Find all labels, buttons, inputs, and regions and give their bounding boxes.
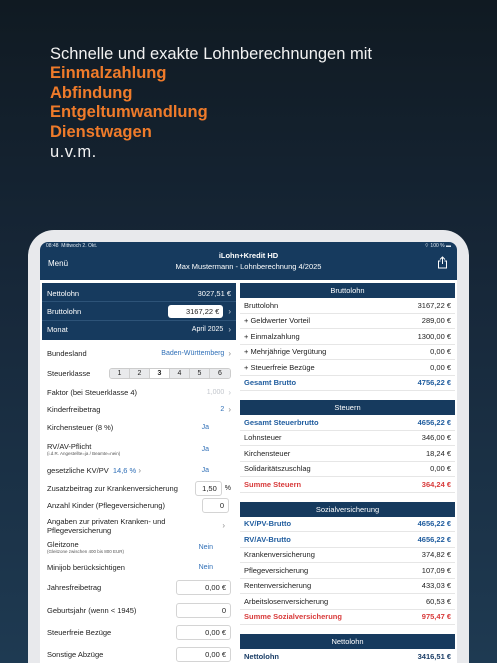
- faktor-row: [42, 383, 236, 401]
- bruttolohn-card: [240, 283, 455, 391]
- faktor-value: 1,000: [206, 388, 225, 396]
- status-bar: [40, 242, 457, 249]
- gesamt-brutto-row: [240, 376, 455, 392]
- row-label: Rentenversicherung: [244, 581, 312, 591]
- row-value: 0,00 €: [430, 362, 451, 372]
- app-title: iLohn+Kredit HD: [218, 251, 279, 260]
- kinderfreibetrag-label: Kinderfreibetrag: [47, 404, 101, 414]
- sozial-result-row: [240, 548, 455, 564]
- row-value: 346,00 €: [421, 433, 451, 443]
- kinderfreibetrag-value: 2: [220, 405, 225, 413]
- sonstige-abzuege-row: [42, 643, 236, 663]
- rvav-brutto-row: [240, 532, 455, 548]
- summe-steuern-row: [240, 477, 455, 493]
- row-value: 374,82 €: [421, 550, 451, 560]
- faktor-label: Faktor (bei Steuerklasse 4): [47, 387, 138, 397]
- row-value: 4656,22 €: [417, 534, 451, 544]
- netto-row: [42, 285, 236, 302]
- steuerfreie-bezuege-label: Steuerfreie Bezüge: [47, 627, 112, 637]
- row-label: Krankenversicherung: [244, 550, 315, 560]
- row-value: 0,00 €: [430, 464, 451, 474]
- row-value: 4656,22 €: [417, 519, 451, 529]
- steuerklasse-option-4[interactable]: 4: [170, 369, 190, 378]
- brutto-result-row: [240, 345, 455, 361]
- row-label: Lohnsteuer: [244, 433, 282, 443]
- sonstige-abzuege-input[interactable]: 0,00 €: [176, 647, 231, 662]
- monat-label: Monat: [47, 325, 68, 334]
- monat-row[interactable]: [42, 321, 236, 338]
- kvpv-label: gesetzliche KV/PV: [47, 466, 109, 475]
- jahresfreibetrag-input[interactable]: 0,00 €: [176, 580, 231, 595]
- tablet-frame: [28, 230, 469, 663]
- rvav-value: Ja: [201, 446, 209, 453]
- kvpv-value: Ja: [201, 467, 209, 474]
- row-label: Gesamt Brutto: [244, 378, 297, 388]
- battery-level: 100 %: [430, 243, 445, 249]
- row-value: 18,24 €: [425, 448, 451, 458]
- row-value: 3416,51 €: [417, 651, 451, 661]
- steuerklasse-option-2[interactable]: 2: [130, 369, 150, 378]
- share-icon[interactable]: [437, 256, 448, 269]
- geburtsjahr-label: Geburtsjahr (wenn < 1945): [47, 605, 137, 615]
- kinder-label: Anzahl Kinder (Pflegeversicherung): [47, 501, 165, 510]
- calculation-subtitle: Max Mustermann - Lohnberechnung 4/2025: [175, 262, 322, 271]
- jahresfreibetrag-label: Jahresfreibetrag: [47, 583, 102, 592]
- steuerklasse-label: Steuerklasse: [47, 369, 91, 378]
- zusatzbeitrag-row: [42, 480, 236, 496]
- kirchensteuer-label: Kirchensteuer (8 %): [47, 423, 114, 432]
- row-value: 1300,00 €: [417, 331, 451, 341]
- steuerbrutto-row: [240, 415, 455, 431]
- steuerklasse-option-3[interactable]: 3: [150, 369, 170, 378]
- row-value: 4756,22 €: [417, 378, 451, 388]
- monat-value: April 2025: [191, 326, 224, 333]
- steuer-result-row: [240, 446, 455, 462]
- row-label: Summe Steuern: [244, 479, 302, 489]
- jahresfreibetrag-row: [42, 576, 236, 599]
- hero-uvm: u.v.m.: [50, 143, 97, 161]
- brutto-label: Bruttolohn: [47, 306, 82, 316]
- brutto-result-row: [240, 360, 455, 376]
- gleitzone-note: (Gleitzone zwischen 400 bis 800 EUR): [47, 548, 125, 554]
- row-label: + Mehrjährige Vergütung: [244, 347, 327, 357]
- brutto-result-row: [240, 329, 455, 345]
- status-date: Mittwoch 2. Okt.: [61, 243, 98, 249]
- privat-versicherung-row[interactable]: [42, 515, 236, 536]
- brutto-row: [42, 302, 236, 321]
- chevron-right-icon: ›: [228, 348, 231, 358]
- row-label: Bruttolohn: [244, 300, 279, 310]
- battery-icon: ▬: [446, 243, 451, 249]
- row-value: 0,00 €: [430, 347, 451, 357]
- brutto-result-row: [240, 314, 455, 330]
- zusatzbeitrag-label: Zusatzbeitrag zur Krankenversicherung: [47, 483, 178, 493]
- navigation-bar: [40, 242, 457, 280]
- sozial-result-row: [240, 594, 455, 610]
- bundesland-label: Bundesland: [47, 348, 87, 358]
- input-column: [42, 283, 236, 663]
- brutto-result-row: [240, 298, 455, 314]
- row-label: Solidaritätszuschlag: [244, 464, 311, 474]
- app-screen: [40, 242, 457, 663]
- netto-value: 3027,51 €: [197, 288, 231, 298]
- row-value: 364,24 €: [421, 479, 451, 489]
- geburtsjahr-input[interactable]: 0: [176, 603, 231, 618]
- hero-intro: Schnelle und exakte Lohnberechnungen mit: [50, 45, 372, 63]
- sonstige-abzuege-label: Sonstige Abzüge: [47, 649, 104, 659]
- kvpv-brutto-row: [240, 517, 455, 533]
- minijob-value: Nein: [198, 563, 213, 571]
- result-column: [240, 283, 455, 663]
- bundesland-value: Baden-Württemberg: [161, 349, 225, 357]
- summe-sozialversicherung-row: [240, 610, 455, 626]
- netto-label: Nettolohn: [47, 288, 80, 298]
- row-label: Gesamt Steuerbrutto: [244, 417, 319, 427]
- row-label: + Einmalzahlung: [244, 331, 300, 341]
- row-value: 289,00 €: [421, 316, 451, 326]
- row-label: Arbeitslosenversicherung: [244, 596, 329, 606]
- kvpv-percent: 14,6 %: [112, 466, 137, 475]
- bruttolohn-card-title: Bruttolohn: [240, 283, 455, 298]
- nettolohn-card-title: Nettolohn: [240, 634, 455, 649]
- summary-box: [42, 283, 236, 340]
- nettolohn-card: [240, 634, 455, 663]
- row-value: 975,47 €: [421, 612, 451, 622]
- chevron-right-icon: ›: [228, 404, 231, 414]
- kinder-input[interactable]: 0: [202, 498, 229, 513]
- zusatzbeitrag-input[interactable]: 1,50: [195, 481, 222, 496]
- steuerklasse-option-5[interactable]: 5: [190, 369, 210, 378]
- row-label: Nettolohn: [244, 651, 279, 661]
- hero-feature-abfindung: Abfindung: [50, 83, 133, 102]
- bundesland-row[interactable]: [42, 342, 236, 364]
- hero-text: [50, 44, 372, 162]
- row-label: Pflegeversicherung: [244, 565, 309, 575]
- rvav-label: RV/AV-Pflicht: [47, 442, 92, 451]
- sozialversicherung-card-title: Sozialversicherung: [240, 502, 455, 517]
- row-value: 60,53 €: [425, 596, 451, 606]
- kinder-row: [42, 496, 236, 515]
- gleitzone-row[interactable]: [42, 536, 236, 558]
- row-value: 3167,22 €: [417, 300, 451, 310]
- row-label: + Geldwerter Vorteil: [244, 316, 311, 326]
- steuerfreie-bezuege-row: [42, 621, 236, 643]
- rvav-note: (i.d.R. Angestellte=ja / Beamte=nein): [47, 451, 121, 456]
- kirchensteuer-row[interactable]: [42, 417, 236, 438]
- minijob-row[interactable]: [42, 558, 236, 576]
- row-label: KV/PV-Brutto: [244, 519, 292, 529]
- chevron-right-icon: ›: [138, 466, 141, 475]
- steuerfreie-bezuege-input[interactable]: 0,00 €: [176, 625, 231, 640]
- menu-button[interactable]: Menü: [48, 259, 69, 268]
- row-label: Kirchensteuer: [244, 448, 291, 458]
- sozial-result-row: [240, 579, 455, 595]
- steuerklasse-row: [42, 364, 236, 383]
- zusatzbeitrag-unit: %: [224, 484, 231, 492]
- kvpv-row[interactable]: [42, 461, 236, 480]
- steuern-card: [240, 400, 455, 493]
- steuerklasse-option-1[interactable]: 1: [110, 369, 130, 378]
- rvav-row[interactable]: [42, 438, 236, 461]
- kirchensteuer-value: Ja: [201, 424, 209, 431]
- sozialversicherung-card: [240, 502, 455, 626]
- chevron-right-icon[interactable]: ›: [228, 306, 231, 316]
- hero-feature-entgeltumwandlung: Entgeltumwandlung: [50, 103, 208, 121]
- minijob-label: Minijob berücksichtigen: [47, 562, 125, 572]
- nettolohn-result-row: [240, 649, 455, 663]
- row-value: 107,09 €: [421, 565, 451, 575]
- steuerklasse-option-6[interactable]: 6: [210, 369, 230, 378]
- chevron-right-icon: ›: [222, 521, 225, 530]
- wifi-icon: ⌔: [424, 243, 430, 249]
- steuer-result-row: [240, 431, 455, 447]
- brutto-input[interactable]: 3167,22 €: [168, 305, 223, 318]
- sozial-result-row: [240, 563, 455, 579]
- status-time: 08:48: [46, 243, 59, 249]
- steuerklasse-segmented-control[interactable]: [109, 368, 231, 379]
- hero-feature-dienstwagen: Dienstwagen: [50, 122, 152, 141]
- chevron-right-icon: ›: [228, 325, 231, 334]
- gleitzone-label: Gleitzone: [47, 539, 79, 549]
- steuer-result-row: [240, 462, 455, 478]
- row-label: Summe Sozialversicherung: [244, 612, 342, 622]
- row-label: RV/AV-Brutto: [244, 534, 291, 544]
- row-value: 4656,22 €: [417, 417, 451, 427]
- hero-feature-einmalzahlung: Einmalzahlung: [50, 64, 167, 82]
- chevron-right-icon: ›: [228, 387, 231, 397]
- kinderfreibetrag-row[interactable]: [42, 401, 236, 417]
- privat-versicherung-label: Angaben zur privaten Kranken- und Pflegeversicherung: [47, 516, 166, 535]
- row-label: + Steuerfreie Bezüge: [244, 362, 315, 372]
- steuern-card-title: Steuern: [240, 400, 455, 415]
- geburtsjahr-row: [42, 599, 236, 621]
- gleitzone-value: Nein: [198, 543, 213, 551]
- row-value: 433,03 €: [421, 581, 451, 591]
